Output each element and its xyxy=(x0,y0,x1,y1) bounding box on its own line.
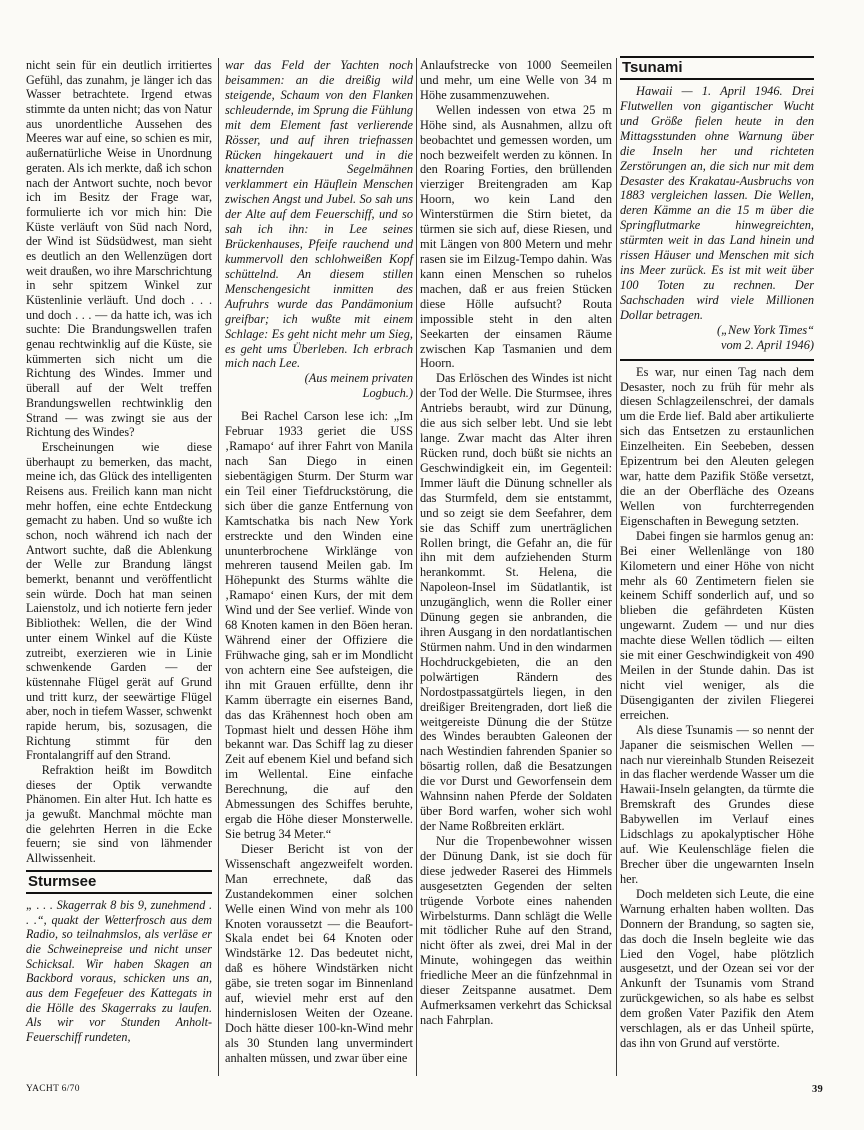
quote-source xyxy=(225,371,413,401)
quote-source xyxy=(620,323,814,353)
paragraph: Doch meldeten sich Leute, die eine Warnung erhalten haben wollten. Das Donnern der Brandung, so sagten sie, das doch die Inseln begleite wie das Lied den Vogel, habe plötzlich ausgesetzt, und der Ozean sei vor der Ankunft der Tsunamis vom Strand zurückgewichen, so als habe es selbst dem großen Vater Pazifik den Atem verschlagen, als er das Unheil spürte, das ihn von Grund auf verstörte. xyxy=(620,886,814,1051)
paragraph: Refraktion heißt im Bowditch dieses der Optik verwandte Phänomen. Ein alter Hut. Ich hatte es ja gewußt. Manchmal möchte man die gelehrten Herren in die Ecke feuern; sie sind von lähmender Allwissenheit. xyxy=(26,763,212,866)
quote-paragraph: „ . . . Skagerrak 8 bis 9, zunehmend . . .“, quakt der Wetterfrosch aus dem Radio, so teilnahmslos, als verläse er die Schweinepreise und nicht unser Schicksal. Wir haben Skagen an Backbord voraus, schicken uns an, aus dem Fegefeuer des Kattegats in die Hölle des Skagerraks zu laufen. Als wir vor Stunden Anholt-Feuerschiff rundeten, xyxy=(26,897,212,1044)
column-2 xyxy=(225,58,413,1066)
paragraph: Wellen indessen von etwa 25 m Höhe sind, als Ausnahmen, allzu oft beobachtet und gemessen worden, um noch bezweifelt werden zu können. In den Roaring Forties, den brüllenden vierziger Breitengraden am Kap Hoorn, wo kein Land den Winterstürmen die Stirn bietet, da türmen sie sich auf, diese Riesen, und mit Längen von 800 Metern und mehr rasen sie im Eilzug-Tempo dahin. Was kann einen Menschen so ruhelos machen, daß er aus freien Stücken diese Hölle aufsucht? Routa impossible steht in den alten Seekarten der einsamen Räume zwischen Kap Tasmanien und dem Hoorn. xyxy=(420,102,612,371)
quote-paragraph: war das Feld der Yachten noch beisammen: an die dreißig wild steigende, Schaum von den Flanken schleudernde, im Sprung die Fühlung mit dem Element fast verlierende Rösser, und auf ihren triefnassen Rücken hingekauert und in die knatternden Segelmähnen verklammert ein Häuflein Menschen zwischen Angst und Jubel. So sah uns der Alte auf dem Feuerschiff, und so sah ich ihn: in Lee seines Brückenhauses, Pfeife rauchend und kummervoll den schlohweißen Kopf schüttelnd. An diesem stillen Menschengesicht inmitten des Aufruhrs wurde das Pandämonium greifbar; ich wußte mit einem Schlage: Es geht nicht mehr um Sieg, es geht ums Überleben. Ich erbrach mich nach Lee. xyxy=(225,58,413,371)
quote-source-line: vom 2. April 1946) xyxy=(720,337,814,352)
paragraph: Es war, nur einen Tag nach dem Desaster, noch zu früh für mehr als diesen Schlagzeilenschrei, der damals um die Erde lief. Bald aber artikulierte sich das Entsetzen zu erstaunlichen Einzelheiten. Ein Seebeben, dessen Epizentrum bei den Aleuten gelegen war, hatte dem Pazifik Stöße versetzt, die an der Oberfläche des Ozeans Wellen von furchterregenden Eigenschaften in Bewegung setzten. xyxy=(620,364,814,528)
column-1 xyxy=(26,58,212,1045)
paragraph: Nur die Tropenbewohner wissen der Dünung Dank, ist sie doch für diese jedweder Raserei des Himmels ausgesetzten Gegenden der selten trügende Vorbote eines nahenden Wirbelsturms. Dann schlägt die Welle mit tödlicher Ruhe auf den Strand, nicht öfter als zwei, drei Mal in der Minute, wohingegen das weithin friedliche Meer an die fünfzehnmal in dieser Zeitspanne ausatmet. Dem Aufmerksamen verkehrt das Schicksal nach Fahrplan. xyxy=(420,833,612,1027)
paragraph: Als diese Tsunamis — so nennt der Japaner die seismischen Wellen — nach nur viereinhalb Stunden Reisezeit in das flacher werdende Wasser um die Hawaii-Inseln gelangten, da türmte die Bremskraft des Grundes diese Babywellen im Verlauf eines Lidschlags zu apokalyptischer Höhe auf. Wie Keulenschläge fielen die Brecher über die ungewarnten Inseln her. xyxy=(620,722,814,886)
paragraph: Dabei fingen sie harmlos genug an: Bei einer Wellenlänge von 180 Kilometern und einer Höhe von nicht mehr als 60 Zentimetern fielen sie keinem Schiff sonderlich auf, und so blieben die gefährdeten Küsten ungewarnt. Zudem — und nur dies machte diese Wellen tödlich — eilten sie mit einer Geschwindigkeit von 490 Meilen in der Stunde dahin. Das ist nicht viel weniger, als die Düsengiganten der zivilen Fliegerei erreichen. xyxy=(620,528,814,722)
quote-source-line: (Aus meinem privaten xyxy=(304,371,413,386)
quote-paragraph: Hawaii — 1. April 1946. Drei Flutwellen von gigantischer Wucht und Größe fielen heute in den Mittagsstunden ohne Warnung über die Inseln her und richteten Zerstörungen an, die sich nur mit dem Desaster des Krakatau-Ausbruchs von 1883 vergleichen lassen. Die Wellen, deren Kämme an die 15 m über die Springflutmarke hinwegreichten, stürmten weit in das Land hinein und rissen Häuser und Menschen mit sich ins Meer zurück. Es ist mit weit über 100 Toten zu rechnen. Der Sachschaden wird viele Millionen Dollar betragen. xyxy=(620,84,814,322)
box-heading-sturmsee: Sturmsee xyxy=(26,870,212,894)
page-number: 39 xyxy=(812,1084,824,1095)
box-heading-tsunami: Tsunami xyxy=(620,56,814,80)
quote-source-line: Logbuch.) xyxy=(362,386,413,401)
column-rule xyxy=(416,58,417,1076)
box-rule xyxy=(620,359,814,361)
paragraph: Dieser Bericht ist von der Wissenschaft angezweifelt worden. Man errechnete, daß das Zustandekommen einer solchen Welle einen Wind von mehr als 100 Knoten voraussetzt — die Beaufort-Skala endet bei 64 Knoten oder Windstärke 12. Das bedeutet nicht, daß es höhere Windstärken nicht gäbe, sie treten sogar im Binnenland auf, wieviel mehr erst auf den hindernislosen Weiten der Ozeane. Doch hätte dieser 100-kn-Wind mehr als 30 Stunden lang unvermindert anhalten müssen, und zwar über eine xyxy=(225,841,413,1065)
paragraph: Erscheinungen wie diese überhaupt zu bemerken, das macht, meine ich, das Glück des intelligenten Reisens aus. Freilich kann man nicht mehr hoffen, eine echte Entdeckung gemacht zu haben. Und so wußte ich schon, noch während ich nach der Antwort suchte, daß die Ablenkung der Welle zur Brandung längst bemerkt, benannt und veröffentlicht sein würde. Doch hat man seinen Laienstolz, und ich notierte fern jeder Bibliothek: Wellen, die der Wind unter einem Winkel auf die Küste zutreibt, exerzieren wie in Linie schwenkende Garden — der küstennahe Flügel gerät auf Grund und tritt kurz, der seewärtige Flügel aber, noch in tiefem Wasser, schwenkt rapide herum, bis, sozusagen, die Richtung stimmt für den Frontalangriff auf den Strand. xyxy=(26,439,212,763)
column-rule xyxy=(218,58,219,1076)
paragraph: Anlaufstrecke von 1000 Seemeilen und mehr, um eine Welle von 34 m Höhe zusammenzuwehen. xyxy=(420,58,612,102)
magazine-issue: YACHT 6/70 xyxy=(26,1084,80,1094)
column-4 xyxy=(620,58,814,1051)
paragraph: Das Erlöschen des Windes ist nicht der Tod der Welle. Die Sturmsee, ihres Antriebs beraubt, wird zur Dünung, die aus sich selber lebt. Und sie lebt lange. Zwar macht das Alter ihren Rücken rund, doch büßt sie nichts an Geschwindigkeit ein, im Gegenteil: Immer läuft die Dünung schneller als das Sturmfeld, dem sie entstammt, und so zeigt sie dem Seefahrer, dem sie das Schiff zum unerträglichen Rollen bringt, die Gefahr an, die für ihn mit dem aufziehenden Sturm herankommt. St. Helena, die Napoleon-Insel im Südatlantik, ist unzugänglich, wenn die Roller einer Dünung gegen sie anbranden, die ihren Ausgang in den nordatlantischen Stürmen nahm. Und in den windarmen Hochdruckgebieten, die an den polwärtigen Rändern des Nordostpassatgürtels liegen, in den dreißiger Breitengraden, dort ließ die weitgereiste Dünung die der Stütze des Windes beraubten Galeonen der nach Westindien fahrenden Spanier so bösartig rollen, daß die Besatzungen die vor Durst und Geworfensein dem Wahnsinn nahen Pferde der Soldaten über Bord warfen, woher sich wohl der Name Roßbreiten erklärt. xyxy=(420,371,612,834)
paragraph: Bei Rachel Carson lese ich: „Im Februar 1933 geriet die USS ‚Ramapo‘ auf ihrer Fahrt von Manila nach San Diego in einen siebentägigen Sturm. Der Sturm war ein Teil einer Tiefdruckstörung, die sich über die ganze Entfernung von Kamtschatka bis nach New York erstreckte und den Winden eine ununterbrochene Wirklänge von mehreren tausend Meilen gab. Im Höhepunkt des Sturms wählte die ‚Ramapo‘ einen Kurs, der mit dem Wind und der See verlief. Winde von 68 Knoten kamen in den Böen heran. Während einer der Offiziere die Frühwache ging, sah er im Mondlicht von achtern eine See aufsteigen, die ihn mit Grauen erfüllte, denn ihr Kamm überragte ein eisernes Band, das das Krähennest hoch oben am Topmast hielt und dessen Höhe ihm bekannt war. Das Schiff lag zu dieser Zeit auf ebenem Kiel und befand sich im Wellental. Eine einfache Berechnung, die auf den Abmessungen des Schiffes beruhte, ergab die Höhe dieser Monsterwelle. Sie betrug 34 Meter.“ xyxy=(225,409,413,842)
quote-source-line: („New York Times“ xyxy=(717,322,814,337)
column-3 xyxy=(420,58,612,1028)
column-rule xyxy=(616,58,617,1076)
paragraph: nicht sein für ein deutlich irritiertes Gefühl, das zunahm, je länger ich das Wasser betrachtete. Irgend etwas stimmte da unten nicht; das von Natur aus unordentliche Aussehen des Meeres war auf eine, so schien es mir, außernatürliche Weise in Unordnung geraten. Als ich merkte, daß ich schon nach der Antwort suchte, noch bevor ich im Besitz der Frage war, formulierte ich vor mich hin: Die Küste verläuft von Süd nach Nord, der Wind ist Südsüdwest, man sieht es deutlich an den Wellenzügen dort weit draußen, wo ihre Marschrichtung in sehr spitzem Winkel zur Küstenlinie verläuft. Und doch . . . und doch . . . — da hatte ich, was ich suchte: Die Brandungswellen trafen genau rechtwinklig auf die Küste, sie kümmerten sich nicht um die Richtung des Windes. Immer und überall auf der Welt treffen Brandungswellen rechtwinklig den Strand — was zwingt sie aus der Richtung des Windes? xyxy=(26,58,212,440)
